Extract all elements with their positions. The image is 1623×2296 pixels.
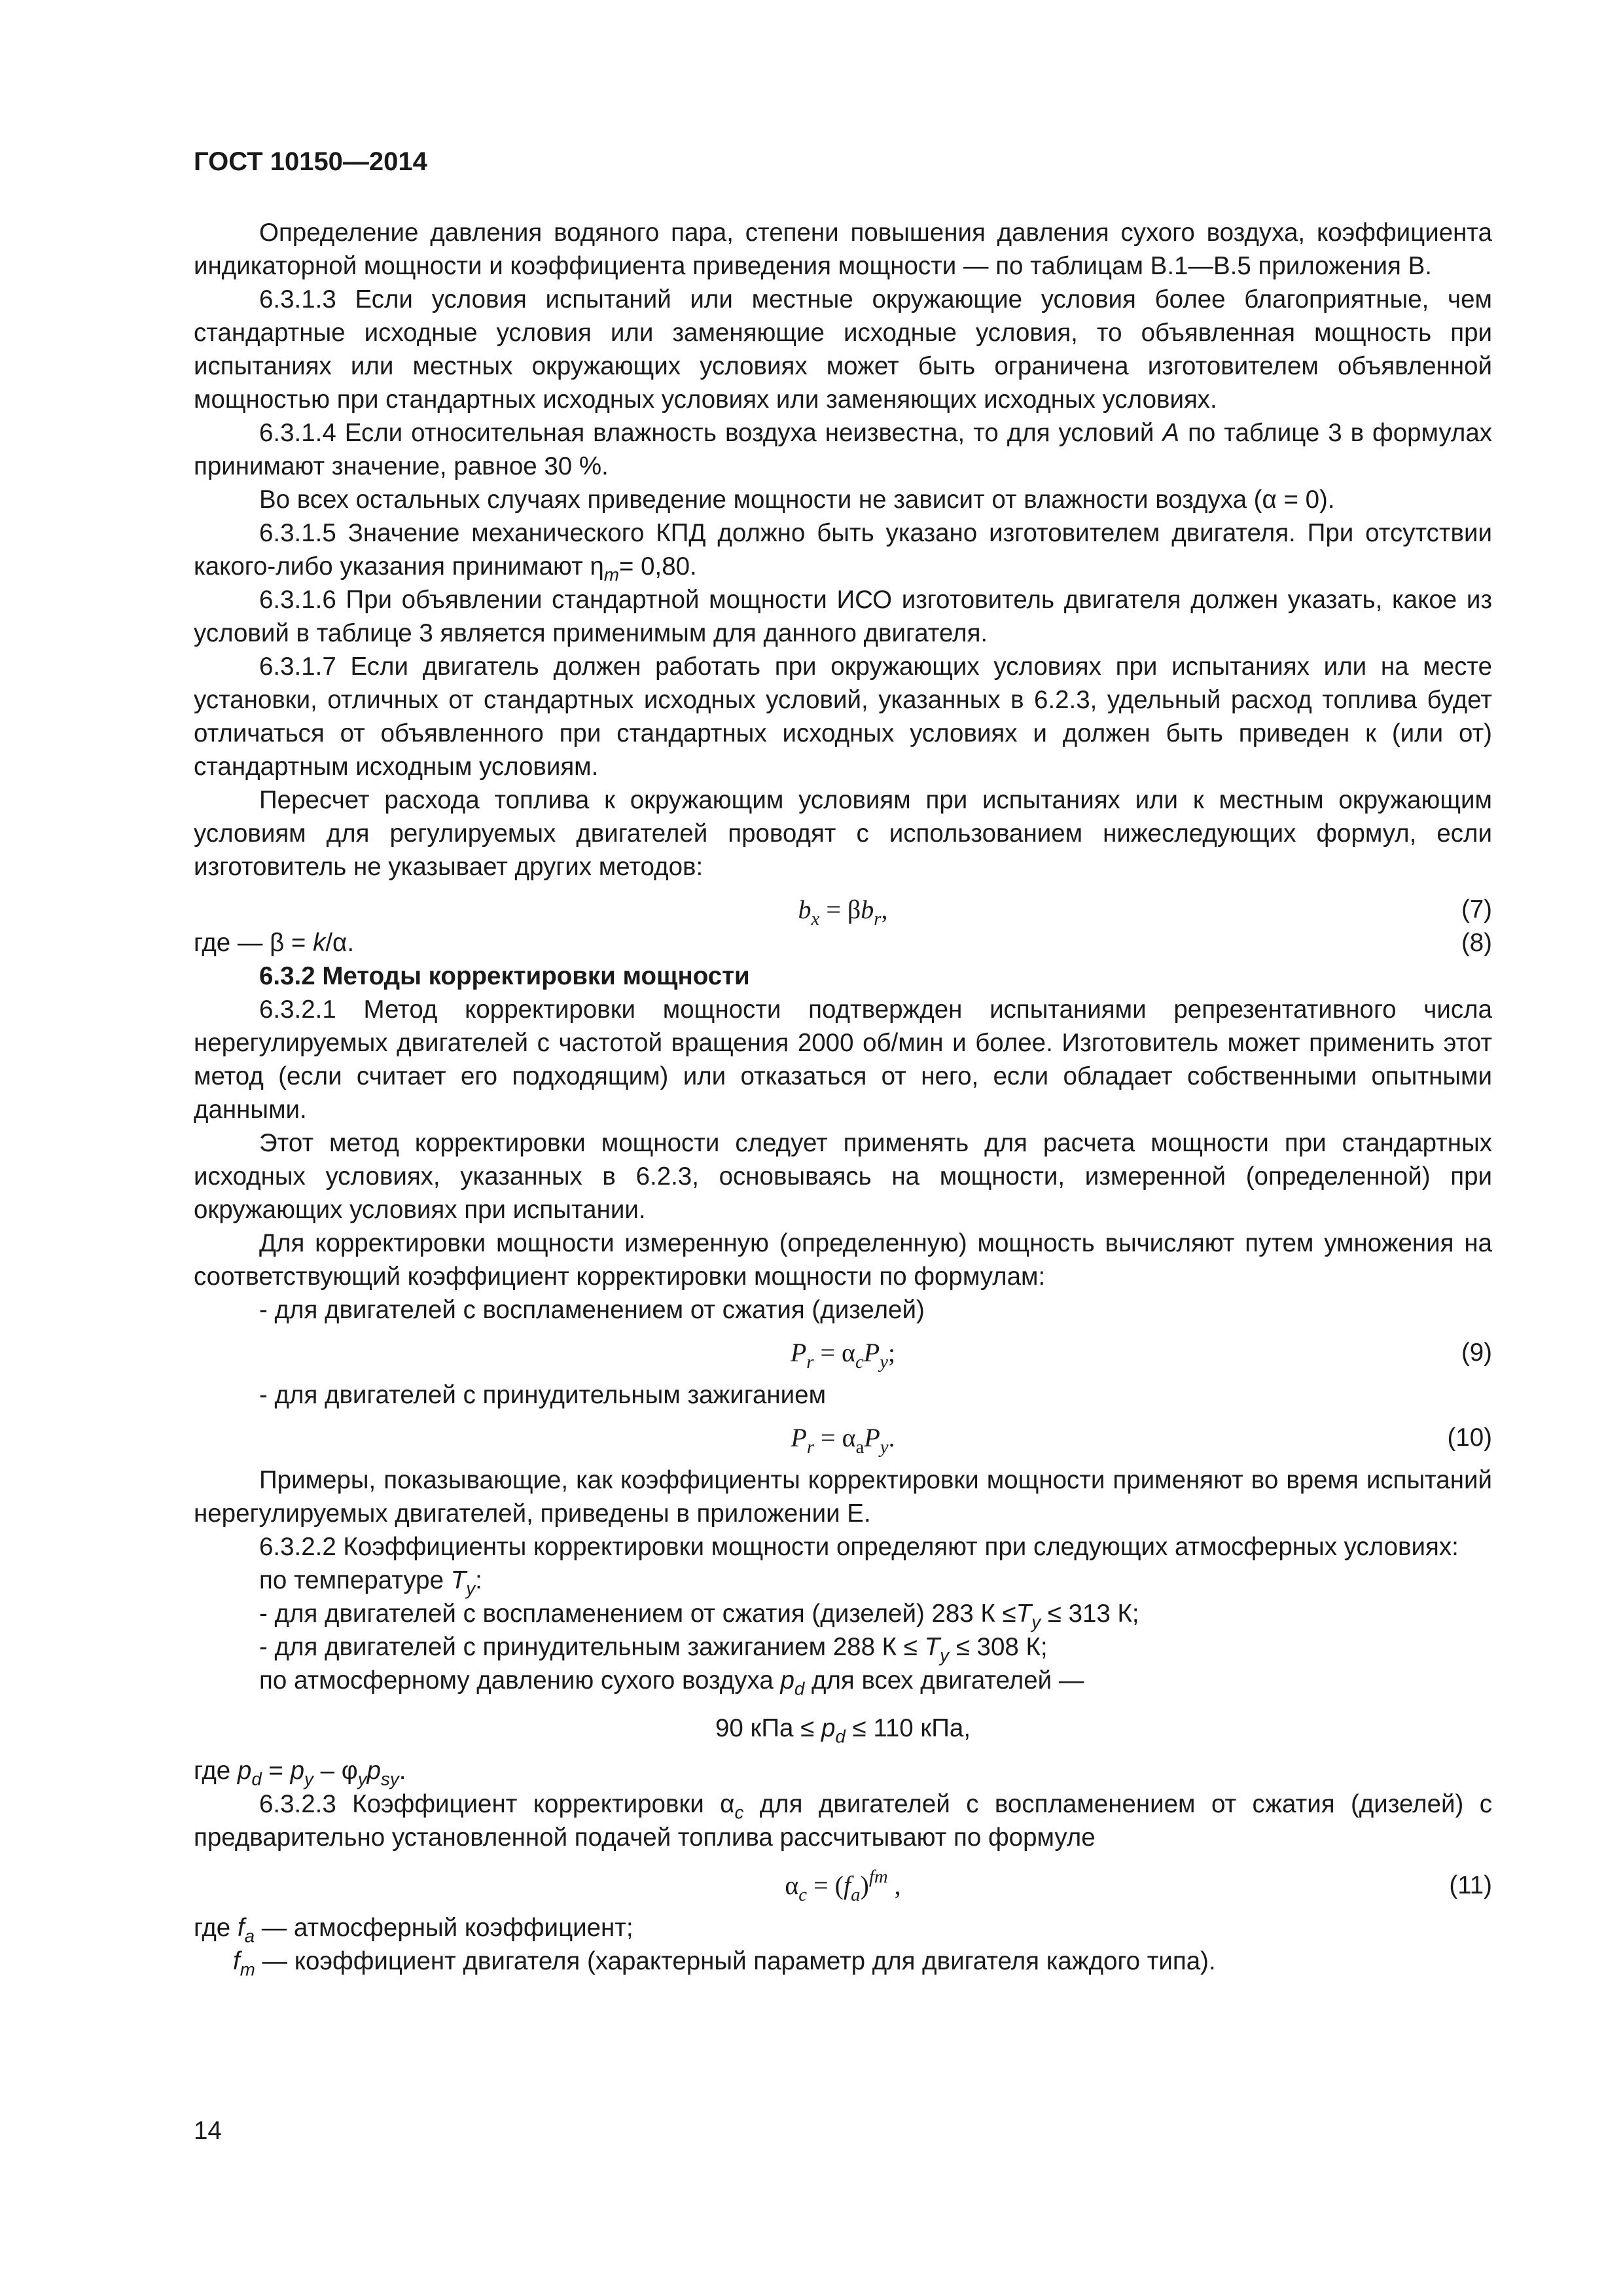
formula-number: (9) [1461,1338,1492,1367]
paragraph: - для двигателей с принудительным зажиганием 288 $К \le T_y \le 308$ К; [259,1633,1048,1666]
paragraph: 6.3.1.7 Если двигатель должен работать при окружающих условиях при испытаниях или на месте установки, отличных от стандартных исходных условий, указанных в 6.2.3, удельный расход топлива будет отличаться от объявленного при стандартных исходных условиях и должен быть приведен к (или от) стандартным исходным условиям. [194,653,1492,781]
paragraph: Пересчет расхода топлива к окружающим условиям при испытаниях или к местным окружающим условиям для регулируемых двигателей проводят с использованием нижеследующих формул, если изготовитель не указывает других методов: [194,786,1492,881]
section-heading: 6.3.2 Методы корректировки мощности [259,962,750,990]
pressure-range: 90 кПа ≤ $p_d \le 110$ кПа, [715,1714,971,1747]
formula-number: (10) [1447,1424,1492,1452]
definition: где $f_a$ — атмосферный коэффициент; [194,1914,633,1946]
paragraph: Для корректировки мощности измеренную (определенную) мощность вычисляют путем умножения на соответствующий коэффициент корректировки мощности по формулам: [194,1229,1492,1291]
document-header: ГОСТ 10150—2014 [194,147,427,176]
paragraph: - для двигателей с воспламенением от сжатия (дизелей) [259,1296,925,1324]
formula-number: (11) [1449,1871,1492,1899]
formula-9: $P_r = \alpha_cP_y$; (9) [194,1336,1492,1369]
paragraph: - для двигателей с принудительным зажиганием [259,1381,827,1409]
paragraph: где $p_d = p_y - \varphi_yp_{sy}$. [194,1757,406,1789]
paragraph: 6.3.2.2 Коэффициенты корректировки мощности определяют при следующих атмосферных условиях: [259,1533,1459,1561]
paragraph: 6.3.1.3 Если условия испытаний или местные окружающие условия более благоприятные, чем стандартные исходные условия или заменяющие исходные условия, то объявленная мощность при испытаниях или местных окружающих условиях может быть ограничена изготовителем объявленной мощностью при стандартных исходных условиях или заменяющих исходных условиях. [194,285,1492,414]
formula-number: (8) [1461,929,1492,957]
document-body [194,216,1492,1978]
paragraph: Примеры, показывающие, как коэффициенты корректировки мощности применяют во время испытаний нерегулируемых двигателей, приведены в приложении Е. [194,1466,1492,1528]
definition: $f_m$ — коэффициент двигателя (характерный параметр для двигателя каждого типа). [233,1947,1216,1980]
paragraph: 6.3.1.6 При объявлении стандартной мощности ИСО изготовитель двигателя должен указать, какое из условий в таблице 3 является применимым для данного двигателя. [194,586,1492,647]
paragraph: по температуре $T_y$: [259,1566,482,1599]
page-number: 14 [194,2117,222,2145]
formula-10: $P_r = \alpha_aP_y$. (10) [194,1421,1492,1454]
formula-number: (7) [1461,895,1492,924]
paragraph: 6.3.1.5 Значение механического КПД должно быть указано изготовителем двигателя. При отсутствии какого-либо указания принимают $\eta_m= 0,80$. [194,519,1492,585]
paragraph: Во всех остальных случаях приведение мощности не зависит от влажности воздуха (α = 0). [259,486,1335,514]
formula-7: $b_x = \beta b_r$, (7) [194,893,1492,926]
paragraph: 6.3.1.4 Если относительная влажность воздуха неизвестна, то для условий A по таблице 3 в формулах принимают значение, равное 30 %. [194,419,1492,480]
paragraph: Этот метод корректировки мощности следует применять для расчета мощности при стандартных исходных условиях, указанных в 6.2.3, основываясь на мощности, измеренной (определенной) при окружающих условиях при испытании. [194,1129,1492,1224]
paragraph: 6.3.2.1 Метод корректировки мощности подтвержден испытаниями репрезентативного числа нерегулируемых двигателей с частотой вращения 2000 об/мин и более. Изготовитель может применить этот метод (если считает его подходящим) или отказаться от него, если обладает собственными опытными данными. [194,996,1492,1124]
paragraph: 6.3.2.3 Коэффициент корректировки $\alpha_c$ для двигателей с воспламенением от сжатия (дизелей) с предварительно установленной подачей топлива рассчитывают по формуле [194,1790,1492,1852]
formula-8: где — β = k/α. (8) [194,926,1492,960]
paragraph: по атмосферному давлению сухого воздуха $p_d$ для всех двигателей — [259,1666,1084,1699]
formula-11: $\alpha_c = (f_a)^{fm}$ , (11) [785,1866,1492,1906]
paragraph: - для двигателей с воспламенением от сжатия (дизелей) 283 $К \le T_y \le 313$ К; [259,1600,1139,1632]
paragraph: Определение давления водяного пара, степени повышения давления сухого воздуха, коэффициента индикаторной мощности и коэффициента приведения мощности — по таблицам В.1—В.5 приложения В. [194,219,1492,280]
